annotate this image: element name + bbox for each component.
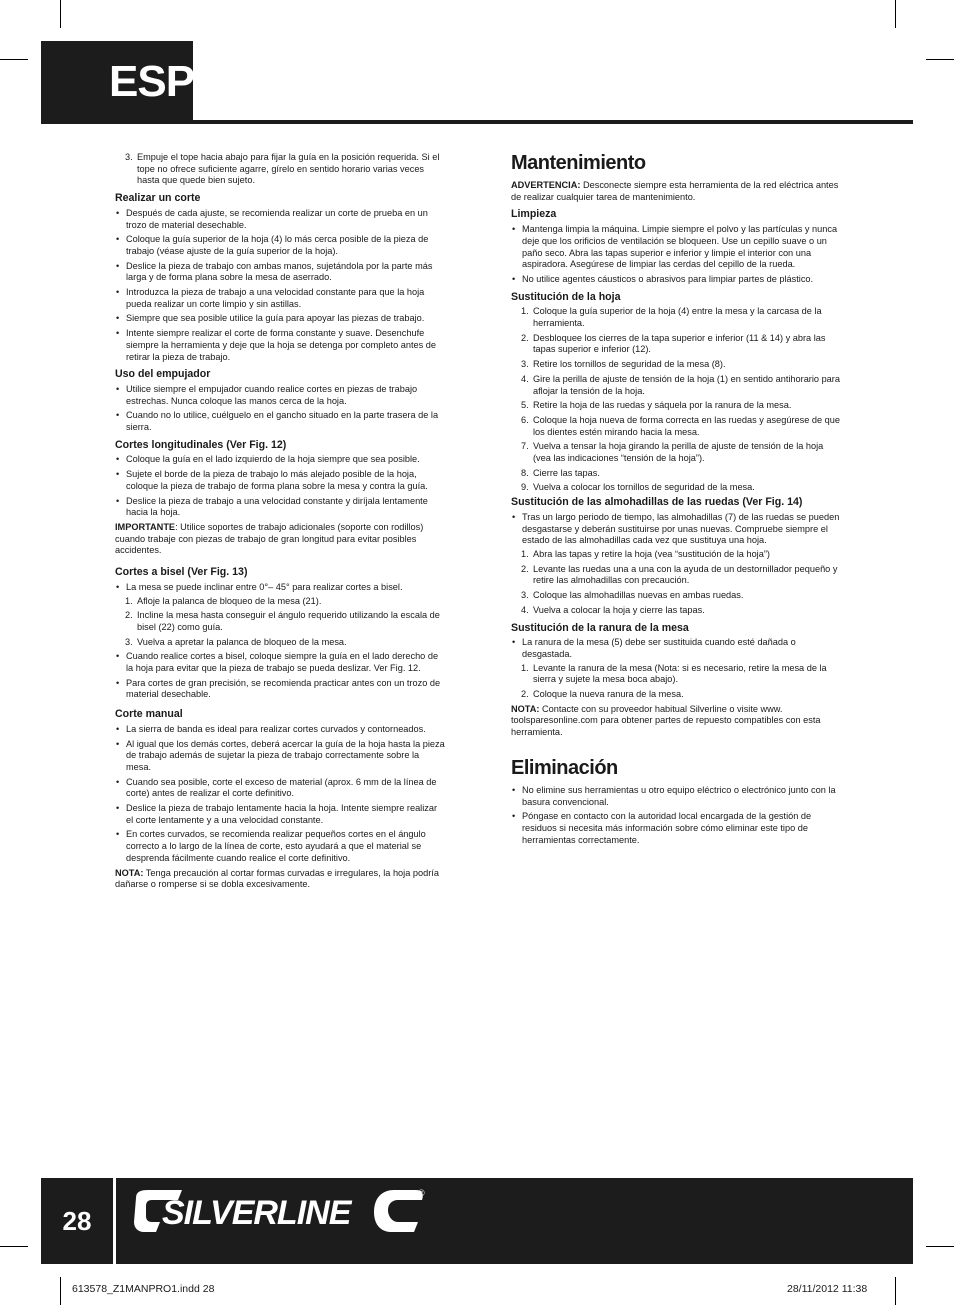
file-slug: 613578_Z1MANPRO1.indd 28	[72, 1283, 215, 1295]
logo-hook-right	[374, 1190, 423, 1232]
list-item: 7. Vuelva a tensar la hoja girando la perilla de ajuste de tensión de la hoja (vea las indicaciones “tensión de la hoja”).	[521, 441, 824, 464]
list-item: • Utilice siempre el empujador cuando realice cortes en piezas de trabajo estrechas. Nunca coloque las manos cerca de la hoja.	[115, 384, 445, 407]
section-heading: Realizar un corte	[115, 192, 201, 205]
list-item: • Introduzca la pieza de trabajo a una velocidad constante para que la hoja pueda realizar un corte limpio y sin astillas.	[115, 287, 445, 310]
section-title: Eliminación	[511, 756, 618, 779]
list-item: • Deslice la pieza de trabajo con ambas manos, sujetándola por la parte más larga y de forma plana sobre la mesa de aserrado.	[115, 261, 445, 284]
list-item: 5. Retire la hoja de las ruedas y sáquela por la ranura de la mesa.	[521, 400, 792, 411]
list-item: 1. Coloque la guía superior de la hoja (4) entre la mesa y la carcasa de la herramienta.	[521, 306, 822, 329]
list-item: • Sujete el borde de la pieza de trabajo lo más alejado posible de la hoja, coloque la pieza de trabajo de forma plana sobre la mesa y contra la guía.	[115, 469, 445, 492]
list-item: • No elimine sus herramientas u otro equipo eléctrico o electrónico junto con la basura convencional.	[511, 785, 841, 808]
list-item: • Tras un largo periodo de tiempo, las almohadillas (7) de las ruedas se pueden desgastarse y deberán sustituirse por unas nuevas. Compruebe siempre el estado de las almohadillas cada vez que sustituya una hoja. 1. Abra las tapas y retire la hoja (vea “sustitución de la hoja”) 2. Levante las ruedas una a una con la ayuda de un destornillador pequeño y retire las almohadillas con precaución. 3. Coloque las almohadillas nuevas en ambas ruedas. 4. Vuelva a colocar la hoja y cierre las tapas.	[511, 512, 841, 617]
list-item: 4. Gire la perilla de ajuste de tensión de la hoja (1) en sentido antihorario para aflojar la tensión de la hoja.	[521, 373, 840, 396]
list-item: • Coloque la guía superior de la hoja (4) lo más cerca posible de la pieza de trabajo (véase ajuste de la guía superior de la hoja).	[115, 234, 445, 257]
section-heading: Sustitución de las almohadillas de las ruedas (Ver Fig. 14)	[511, 496, 803, 509]
header-rule	[41, 120, 913, 124]
list-item: 2. Levante las ruedas una a una con la ayuda de un destornillador pequeño y retire las almohadillas con precaución.	[521, 563, 838, 586]
list-item: • Deslice la pieza de trabajo lentamente hacia la hoja. Intente siempre realizar el corte lentamente y a una velocidad constante.	[115, 803, 445, 826]
list-item: • La ranura de la mesa (5) debe ser sustituida cuando esté dañada o desgastada. 1. Levante la ranura de la mesa (Nota: si es necesario, retire la mesa de la sierra y sujete la mesa boca abajo). 2. Coloque la nueva ranura de la mesa.	[511, 637, 841, 701]
list-item: • Mantenga limpia la máquina. Limpie siempre el polvo y las partículas y nunca deje que los orificios de ventilación se bloqueen. Use un cepillo suave o un paño seco. Abra las tapas superior e inferior y limpie el interior con una aspiradora. Asegúrese de limpiar las cerdas del cepillo de la rueda.	[511, 224, 841, 271]
bullet-list	[115, 454, 445, 519]
list-item: • Cuando no lo utilice, cuélguelo en el gancho situado en la parte trasera de la sierra.	[115, 410, 445, 433]
list-item: • La mesa se puede inclinar entre 0°– 45° para realizar cortes a bisel. 1. Afloje la palanca de bloqueo de la mesa (21). 2. Incline la mesa hasta conseguir el ángulo requerido utilizando la escala de bisel (22) como guía. 3. Vuelva a apretar la palanca de bloqueo de la mesa.	[115, 582, 445, 649]
left-column	[115, 152, 445, 893]
crop-mark	[895, 0, 896, 28]
list-item: 8. Cierre las tapas.	[521, 467, 600, 478]
bullet-list	[115, 208, 445, 363]
section-heading: Sustitución de la hoja	[511, 290, 621, 303]
warning-note: ADVERTENCIA: Desconecte siempre esta herramienta de la red eléctrica antes de realizar cualquier tarea de mantenimiento.	[511, 180, 839, 202]
list-item: 3. Retire los tornillos de seguridad de la mesa (8).	[521, 359, 726, 370]
step-list	[511, 549, 841, 617]
crop-mark	[895, 1277, 896, 1305]
list-item: • No utilice agentes cáusticos o abrasivos para limpiar partes de plástico.	[511, 274, 841, 286]
list-item: • La sierra de banda es ideal para realizar cortes curvados y contorneados.	[115, 724, 445, 736]
list-item: 6. Coloque la hoja nueva de forma correcta en las ruedas y asegúrese de que los dientes estén mirando hacia la mesa.	[521, 414, 840, 437]
section-heading: Limpieza	[511, 208, 557, 221]
bullet-list	[115, 384, 445, 434]
list-item: 3. Vuelva a apretar la palanca de bloqueo de la mesa.	[125, 636, 347, 647]
list-item: • Para cortes de gran precisión, se recomienda practicar antes con un trozo de material desechable.	[115, 678, 445, 701]
list-item: 3. Coloque las almohadillas nuevas en ambas ruedas.	[521, 590, 744, 601]
list-item: 1. Levante la ranura de la mesa (Nota: si es necesario, retire la mesa de la sierra y sujete la mesa boca abajo).	[521, 662, 827, 685]
section-heading: Cortes a bisel (Ver Fig. 13)	[115, 566, 248, 579]
bullet-list	[511, 637, 841, 701]
step-list	[511, 306, 841, 494]
bullet-list	[511, 224, 841, 286]
date-slug: 28/11/2012 11:38	[787, 1283, 868, 1295]
crop-mark	[60, 0, 61, 28]
section-heading: Sustitución de la ranura de la mesa	[511, 621, 689, 634]
bullet-list	[511, 512, 841, 617]
list-item: • Siempre que sea posible utilice la guía para apoyar las piezas de trabajo.	[115, 313, 445, 325]
section-heading: Corte manual	[115, 708, 183, 721]
footer-divider	[113, 1178, 116, 1264]
list-item: • Cuando realice cortes a bisel, coloque siempre la guía en el lado derecho de la hoja para evitar que la pieza de trabajo se pueda deslizar. Ver Fig. 12.	[115, 651, 445, 674]
important-note: IMPORTANTE: Utilice soportes de trabajo adicionales (soporte con rodillos) cuando trabaje con piezas de trabajo de gran longitud para evitar posibles accidentes.	[115, 521, 424, 556]
list-item: 4. Vuelva a colocar la hoja y cierre las tapas.	[521, 604, 705, 615]
bullet-list	[115, 582, 445, 701]
section-heading: Cortes longitudinales (Ver Fig. 12)	[115, 438, 287, 451]
list-item: 2. Incline la mesa hasta conseguir el ángulo requerido utilizando la escala de bisel (22) como guía.	[125, 610, 440, 632]
step-list	[115, 152, 445, 187]
page-number: 28	[62, 1205, 92, 1236]
list-item: 1. Abra las tapas y retire la hoja (vea “sustitución de la hoja”)	[521, 548, 770, 559]
section-heading: Uso del empujador	[115, 368, 211, 381]
crop-mark	[60, 1277, 61, 1305]
right-column	[511, 152, 841, 849]
list-item: • Póngase en contacto con la autoridad local encargada de la gestión de residuos si necesita más información sobre cómo eliminar este tipo de herramientas correctamente.	[511, 811, 841, 846]
crop-mark	[926, 1246, 954, 1247]
step-list	[115, 596, 445, 649]
list-item: 3. Empuje el tope hacia abajo para fijar la guía en la posición requerida. Si el tope no ofrece suficiente agarre, gírelo en sentido horario varias veces hasta que quede bien sujeto.	[125, 152, 440, 186]
list-item: • Después de cada ajuste, se recomienda realizar un corte de prueba en un trozo de material desechable.	[115, 208, 445, 231]
note: NOTA: Tenga precaución al cortar formas curvadas e irregulares, la hoja podría dañarse o romperse si se dobla excesivamente.	[115, 867, 439, 890]
list-item: • Al igual que los demás cortes, deberá acercar la guía de la hoja hasta la pieza de trabajo además de sujetar la pieza de trabajo correctamente sobre la mesa.	[115, 739, 445, 774]
section-title: Mantenimiento	[511, 152, 646, 174]
list-item: 2. Desbloquee los cierres de la tapa superior e inferior (11 & 14) y abra las tapas superior e inferior (12).	[521, 332, 826, 355]
list-item: 2. Coloque la nueva ranura de la mesa.	[521, 689, 684, 700]
registered-mark: ®	[418, 1188, 425, 1198]
note: NOTA: Contacte con su proveedor habitual Silverline o visite www. toolsparesonline.com para obtener partes de repuesto compatibles con esta herramienta.	[511, 703, 821, 738]
list-item: 1. Afloje la palanca de bloqueo de la mesa (21).	[125, 595, 322, 606]
crop-mark	[0, 1246, 28, 1247]
bullet-list	[511, 785, 841, 847]
list-item: • Coloque la guía en el lado izquierdo de la hoja siempre que sea posible.	[115, 454, 445, 466]
language-label: ESP	[109, 57, 195, 106]
list-item: • Deslice la pieza de trabajo a una velocidad constante y diríjala lentamente hacia la hoja.	[115, 496, 445, 519]
list-item: • Intente siempre realizar el corte de forma constante y suave. Desenchufe siempre la herramienta y deje que la hoja se detenga por completo antes de retirar la pieza de trabajo.	[115, 328, 445, 363]
list-item: 9. Vuelva a colocar los tornillos de seguridad de la mesa.	[521, 482, 755, 493]
language-tab	[41, 41, 193, 123]
step-list	[511, 663, 841, 701]
silverline-logo	[130, 1186, 430, 1236]
logo-wordmark: SILVERLINE	[162, 1194, 351, 1232]
crop-mark	[0, 59, 28, 60]
bullet-list	[115, 724, 445, 865]
crop-mark	[926, 59, 954, 60]
list-item: • Cuando sea posible, corte el exceso de material (aprox. 6 mm de la línea de corte) antes de realizar el corte definitivo.	[115, 777, 445, 800]
list-item: • En cortes curvados, se recomienda realizar pequeños cortes en el ángulo correcto a lo largo de la línea de corte, esto ayudará a que el material se desprenda fácilmente cuando realice el corte definitivo.	[115, 829, 445, 864]
